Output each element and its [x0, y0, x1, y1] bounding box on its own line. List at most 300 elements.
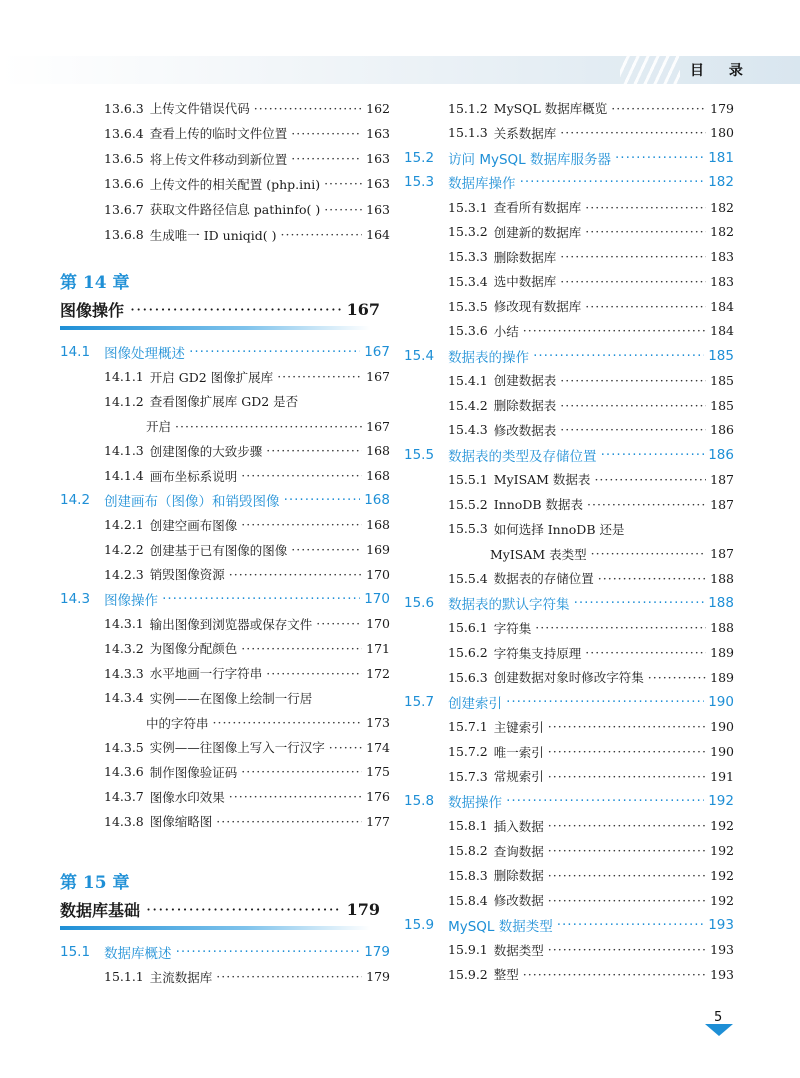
chapter-title-entry[interactable] [60, 296, 380, 322]
entry-page-number: 183 [710, 273, 734, 289]
page-marker-triangle [705, 1024, 733, 1036]
dot-leader [241, 468, 362, 483]
entry-number: 14.3.6 [104, 764, 144, 780]
entry-page-number: 182 [710, 224, 734, 240]
entry-number: 15.9.2 [448, 966, 488, 982]
entry-number: 15.6 [404, 595, 435, 611]
entry-number: 14.3.8 [104, 813, 144, 829]
dot-leader [548, 769, 706, 784]
entry-title: 创建图像的大致步骤 [149, 443, 263, 459]
entry-number: 15.5.1 [448, 471, 488, 487]
toc-entry[interactable] [404, 222, 734, 242]
entry-number: 14.1 [60, 344, 91, 360]
toc-entry[interactable] [404, 544, 734, 564]
entry-page-number: 191 [710, 768, 734, 784]
entry-number: 15.3.2 [448, 224, 488, 240]
toc-section-entry[interactable] [60, 942, 390, 962]
dot-leader [277, 369, 362, 384]
entry-number: 15.9 [404, 916, 435, 933]
toc-entry[interactable] [60, 614, 390, 634]
dot-leader [229, 567, 362, 582]
entry-title: 创建基于已有图像的图像 [149, 542, 288, 558]
entry-title: 将上传文件移动到新位置 [149, 151, 288, 167]
entry-number: 13.6.3 [104, 100, 144, 116]
dot-leader [216, 814, 362, 829]
entry-number: 14.3.7 [104, 789, 144, 805]
dot-leader [601, 447, 705, 463]
entry-page-number: 172 [366, 665, 390, 681]
entry-number: 15.9.1 [448, 942, 488, 957]
entry-number: 15.3.3 [448, 249, 488, 264]
entry-page-number: 192 [710, 843, 734, 858]
entry-title: 开启 [146, 419, 172, 435]
entry-number: 15.7.1 [448, 719, 488, 735]
entry-page-number: 182 [708, 174, 734, 191]
entry-number: 15.8.1 [448, 818, 488, 834]
chapter-title-entry[interactable] [60, 896, 380, 922]
entry-number: 13.6.7 [104, 201, 144, 217]
toc-entry[interactable] [60, 713, 390, 733]
entry-title: MySQL 数据类型 [448, 918, 553, 935]
dot-leader [574, 595, 705, 611]
entry-number: 15.1.1 [104, 969, 144, 985]
entry-page-number: 179 [364, 944, 390, 960]
toc-entry[interactable] [60, 787, 390, 807]
entry-number: 15.3 [404, 174, 435, 191]
header-stripes-decoration [620, 56, 680, 84]
entry-number: 15.8.3 [448, 867, 488, 883]
toc-entry[interactable] [404, 469, 734, 489]
toc-entry[interactable] [404, 519, 734, 539]
entry-page-number: 186 [708, 446, 734, 463]
entry-number: 14.1.2 [104, 393, 144, 409]
dot-leader [176, 944, 361, 960]
entry-number: 15.4.2 [448, 397, 488, 413]
entry-page-number: 183 [710, 249, 734, 264]
entry-number: 14.3.4 [104, 690, 144, 706]
toc-entry[interactable] [60, 149, 390, 169]
toc-entry[interactable] [404, 667, 734, 687]
dot-leader [266, 666, 362, 681]
toc-entry[interactable] [404, 568, 734, 588]
toc-section-entry[interactable] [404, 915, 734, 935]
dot-leader [316, 616, 362, 631]
entry-page-number: 179 [710, 100, 734, 116]
entry-title: 字符集支持原理 [493, 645, 582, 661]
toc-entry[interactable] [404, 865, 734, 885]
entry-page-number: 192 [710, 892, 734, 908]
entry-page-number: 170 [366, 616, 390, 632]
dot-leader [548, 893, 706, 908]
dot-leader [189, 344, 360, 360]
toc-entry[interactable] [60, 441, 390, 461]
entry-number: 15.4.1 [448, 372, 488, 388]
entry-title: 修改现有数据库 [493, 299, 582, 314]
entry-title: 查看图像扩展库 GD2 是否 [149, 394, 299, 410]
entry-title: 选中数据库 [493, 274, 557, 290]
entry-title: 修改数据表 [493, 422, 557, 438]
entry-title: 访问 MySQL 数据库服务器 [448, 151, 611, 168]
entry-page-number: 184 [710, 323, 734, 339]
toc-entry[interactable] [60, 540, 390, 560]
entry-title: 实例——往图像上写入一行汉字 [149, 740, 325, 756]
entry-title: 图像缩略图 [149, 814, 213, 830]
toc-entry[interactable] [404, 717, 734, 737]
toc-entry[interactable] [404, 271, 734, 291]
dot-leader [213, 715, 363, 730]
toc-entry[interactable] [404, 940, 734, 960]
entry-title: 查看上传的临时文件位置 [149, 126, 288, 142]
entry-number: 15.6.2 [448, 645, 488, 660]
toc-entry[interactable] [60, 199, 390, 219]
entry-page-number: 187 [710, 546, 734, 561]
toc-entry[interactable] [404, 247, 734, 267]
toc-entry[interactable] [60, 688, 390, 708]
dot-leader [594, 472, 706, 487]
toc-section-entry[interactable] [404, 593, 734, 613]
entry-title: MySQL 数据库概览 [493, 101, 608, 116]
toc-entry[interactable] [404, 420, 734, 440]
entry-number: 14.3.3 [104, 665, 144, 681]
dot-leader [329, 740, 362, 755]
page-number: 5 [714, 1010, 723, 1025]
dot-leader [585, 200, 706, 215]
toc-entry[interactable] [60, 564, 390, 584]
dot-leader [241, 517, 362, 532]
entry-number: 14.3.2 [104, 640, 144, 656]
toc-entry[interactable] [60, 225, 390, 245]
toc-entry[interactable] [404, 766, 734, 786]
entry-page-number: 186 [710, 422, 734, 438]
dot-leader [506, 694, 704, 710]
dot-leader [162, 591, 360, 607]
entry-number: 15.8.2 [448, 843, 488, 858]
dot-leader [585, 645, 706, 660]
dot-leader [548, 843, 706, 858]
entry-title: 查询数据 [493, 843, 544, 859]
entry-page-number: 193 [708, 916, 734, 933]
dot-leader [175, 419, 362, 434]
dot-leader [241, 641, 362, 656]
entry-number: 15.7 [404, 694, 435, 710]
entry-page-number: 188 [710, 570, 734, 586]
entry-number: 15.5.2 [448, 496, 488, 512]
entry-page-number: 193 [710, 942, 734, 957]
chapter-label: 第 14 章 [60, 273, 130, 293]
entry-number: 14.2.3 [104, 566, 144, 582]
dot-leader [281, 227, 363, 242]
entry-page-number: 174 [366, 739, 390, 755]
entry-number: 15.8 [404, 793, 435, 809]
entry-title: 常规索引 [493, 769, 544, 785]
entry-number: 15.6.1 [448, 620, 488, 636]
entry-page-number: 176 [366, 789, 390, 805]
header-bar [0, 56, 800, 84]
entry-title: 插入数据 [493, 818, 544, 834]
chapter-title: 数据库基础 [60, 900, 141, 920]
entry-number: 14.3.1 [104, 616, 144, 632]
dot-leader [560, 125, 706, 140]
entry-page-number: 188 [710, 620, 734, 636]
entry-title: 销毁图像资源 [149, 567, 225, 583]
dot-leader [523, 323, 706, 338]
toc-entry[interactable] [404, 197, 734, 217]
dot-leader [229, 789, 362, 804]
dot-leader [585, 224, 706, 239]
entry-number: 15.7.3 [448, 768, 488, 784]
entry-number: 14.1.1 [104, 369, 144, 385]
entry-title: 创建画布（图像）和销毁图像 [104, 494, 280, 511]
entry-title: 数据库操作 [448, 176, 516, 193]
entry-page-number: 162 [366, 100, 390, 116]
entry-title: MyISAM 表类型 [490, 546, 587, 562]
entry-title: 删除数据表 [493, 398, 557, 413]
entry-page-number: 193 [710, 966, 734, 982]
entry-title: 创建数据对象时修改字符集 [493, 670, 644, 686]
dot-leader [324, 202, 362, 217]
entry-page-number: 188 [708, 595, 734, 611]
toc-section-entry[interactable] [404, 172, 734, 192]
entry-title: 数据表的存储位置 [493, 571, 594, 587]
entry-number: 15.4 [404, 347, 435, 364]
entry-title: 整型 [493, 967, 519, 983]
header-title: 目 录 [690, 63, 753, 79]
toc-section-entry[interactable] [404, 148, 734, 168]
toc-section-entry[interactable] [60, 490, 390, 510]
entry-number: 14.3.5 [104, 739, 144, 755]
entry-title: 关系数据库 [493, 125, 557, 141]
dot-leader [506, 793, 704, 809]
toc-section-entry[interactable] [60, 342, 390, 362]
toc-entry[interactable] [404, 395, 734, 415]
entry-title: 查看所有数据库 [493, 200, 582, 215]
dot-leader [560, 249, 706, 264]
entry-number: 15.1.3 [448, 125, 488, 141]
toc-entry[interactable] [60, 174, 390, 194]
entry-number: 14.1.4 [104, 468, 144, 483]
toc-entry[interactable] [404, 643, 734, 663]
entry-title: 数据操作 [448, 795, 503, 811]
toc-entry[interactable] [404, 494, 734, 514]
entry-page-number: 175 [366, 764, 390, 780]
dot-leader [535, 620, 706, 635]
entry-title: 创建索引 [448, 696, 503, 712]
entry-title: 画布坐标系说明 [149, 468, 238, 484]
entry-number: 15.3.4 [448, 273, 488, 289]
entry-page-number: 163 [366, 201, 390, 217]
toc-entry[interactable] [60, 123, 390, 143]
toc-section-entry[interactable] [404, 346, 734, 366]
toc-section-entry[interactable] [60, 589, 390, 609]
entry-title: 数据表的操作 [448, 349, 530, 366]
entry-page-number: 163 [366, 151, 390, 167]
entry-page-number: 167 [366, 418, 390, 434]
entry-number: 13.6.6 [104, 176, 144, 192]
dot-leader [557, 917, 705, 933]
entry-title: 开启 GD2 图像扩展库 [149, 369, 274, 385]
toc-entry[interactable] [404, 618, 734, 638]
entry-number: 15.7.2 [448, 744, 488, 759]
entry-page-number: 185 [708, 347, 734, 364]
toc-entry[interactable] [60, 367, 390, 387]
entry-title: MyISAM 数据表 [493, 472, 591, 488]
entry-page-number: 189 [710, 669, 734, 685]
entry-title: 数据库概述 [104, 946, 172, 962]
entry-number: 15.4.3 [448, 422, 488, 438]
entry-title: 创建新的数据库 [493, 224, 582, 240]
dot-leader [587, 497, 706, 512]
entry-number: 15.3.6 [448, 323, 488, 339]
entry-page-number: 171 [366, 640, 390, 656]
entry-page-number: 190 [710, 719, 734, 735]
entry-page-number: 187 [710, 471, 734, 487]
toc-entry[interactable] [60, 416, 390, 436]
toc-entry[interactable] [404, 370, 734, 390]
toc-section-entry[interactable] [404, 445, 734, 465]
entry-page-number: 170 [366, 566, 390, 582]
entry-title: 字符集 [493, 620, 532, 636]
dot-leader [523, 967, 706, 982]
entry-title: 唯一索引 [493, 744, 544, 760]
dot-leader [266, 443, 362, 458]
entry-number: 15.1 [60, 944, 91, 960]
entry-title: 如何选择 InnoDB 还是 [493, 521, 625, 537]
toc-entry[interactable] [404, 816, 734, 836]
entry-title: 为图像分配颜色 [149, 641, 238, 657]
entry-title: 数据类型 [493, 942, 544, 958]
entry-number: 14.1.3 [104, 443, 144, 459]
entry-number: 15.8.4 [448, 892, 488, 908]
entry-page-number: 182 [710, 199, 734, 215]
chapter-rule [60, 326, 370, 330]
entry-number: 15.5.4 [448, 570, 488, 586]
dot-leader [648, 670, 706, 685]
toc-entry[interactable] [60, 638, 390, 658]
toc-entry[interactable] [404, 321, 734, 341]
entry-title: 数据表的默认字符集 [448, 597, 570, 613]
dot-leader [216, 969, 362, 984]
dot-leader [291, 151, 362, 166]
dot-leader [548, 868, 706, 883]
entry-number: 14.3 [60, 591, 91, 607]
entry-title: 输出图像到浏览器或保存文件 [149, 616, 313, 632]
dot-leader [560, 398, 706, 413]
toc-entry[interactable] [60, 811, 390, 831]
toc-section-entry[interactable] [404, 692, 734, 712]
dot-leader [548, 744, 706, 759]
dot-leader [548, 818, 706, 833]
entry-title: 上传文件错误代码 [149, 101, 250, 116]
dot-leader [611, 101, 706, 116]
dot-leader [560, 422, 706, 437]
entry-page-number: 190 [710, 744, 734, 759]
toc-section-entry[interactable] [404, 791, 734, 811]
dot-leader [241, 764, 362, 779]
toc-entry[interactable] [404, 742, 734, 762]
entry-page-number: 192 [710, 818, 734, 834]
toc-entry[interactable] [60, 967, 390, 987]
entry-title: 获取文件路径信息 pathinfo( ) [149, 202, 321, 218]
dot-leader [291, 542, 362, 557]
toc-entry[interactable] [404, 841, 734, 861]
entry-number: 15.6.3 [448, 669, 488, 685]
toc-entry[interactable] [60, 466, 390, 486]
entry-number: 13.6.5 [104, 151, 144, 167]
chapter-page-number: 167 [346, 299, 380, 319]
entry-page-number: 173 [366, 715, 390, 730]
chapter-rule [60, 926, 370, 930]
entry-number: 13.6.8 [104, 227, 144, 242]
entry-page-number: 168 [364, 492, 390, 509]
entry-title: 中的字符串 [146, 715, 209, 731]
dot-leader [560, 373, 706, 388]
entry-page-number: 185 [710, 397, 734, 413]
dot-leader [598, 571, 706, 586]
dot-leader [591, 546, 706, 561]
dot-leader [130, 300, 341, 319]
entry-number: 15.3.1 [448, 199, 488, 215]
chapter-label: 第 15 章 [60, 873, 130, 893]
entry-number: 15.1.2 [448, 100, 488, 116]
entry-title: 图像水印效果 [149, 789, 225, 805]
toc-entry[interactable] [404, 98, 734, 118]
entry-title: 主流数据库 [149, 969, 213, 985]
entry-page-number: 163 [366, 176, 390, 192]
toc-entry[interactable] [60, 515, 390, 535]
entry-title: 主键索引 [493, 719, 544, 735]
entry-page-number: 168 [366, 468, 390, 483]
toc-entry[interactable] [60, 663, 390, 683]
entry-page-number: 184 [710, 298, 734, 314]
entry-page-number: 163 [366, 125, 390, 141]
dot-leader [291, 126, 362, 141]
toc-entry[interactable] [404, 296, 734, 316]
dot-leader [533, 348, 704, 364]
entry-title: 图像处理概述 [104, 346, 186, 362]
entry-title: 修改数据 [493, 893, 544, 908]
dot-leader [615, 150, 704, 166]
toc-entry[interactable] [404, 890, 734, 910]
entry-page-number: 185 [710, 372, 734, 388]
dot-leader [560, 274, 706, 289]
entry-page-number: 169 [366, 542, 390, 558]
entry-number: 14.2 [60, 492, 91, 509]
entry-title: 生成唯一 ID uniqid( ) [149, 227, 277, 243]
entry-page-number: 168 [366, 517, 390, 533]
dot-leader [324, 176, 362, 191]
entry-number: 15.3.5 [448, 298, 488, 314]
entry-title: 创建数据表 [493, 373, 557, 389]
toc-entry[interactable] [60, 737, 390, 757]
toc-entry[interactable] [60, 98, 390, 118]
entry-title: 水平地画一行字符串 [149, 666, 263, 682]
toc-entry[interactable] [404, 123, 734, 143]
entry-page-number: 167 [366, 369, 390, 385]
entry-title: InnoDB 数据表 [493, 497, 584, 512]
entry-title: 数据表的类型及存储位置 [448, 448, 597, 465]
toc-entry[interactable] [404, 964, 734, 984]
entry-number: 15.5 [404, 446, 435, 463]
dot-leader [585, 299, 706, 314]
toc-entry[interactable] [60, 391, 390, 411]
entry-title: 创建空画布图像 [149, 517, 238, 533]
entry-title: 删除数据库 [493, 249, 557, 265]
toc-entry[interactable] [60, 762, 390, 782]
dot-leader [284, 492, 361, 508]
dot-leader [548, 719, 706, 734]
entry-title: 上传文件的相关配置 (php.ini) [149, 176, 321, 192]
entry-title: 小结 [493, 323, 519, 339]
